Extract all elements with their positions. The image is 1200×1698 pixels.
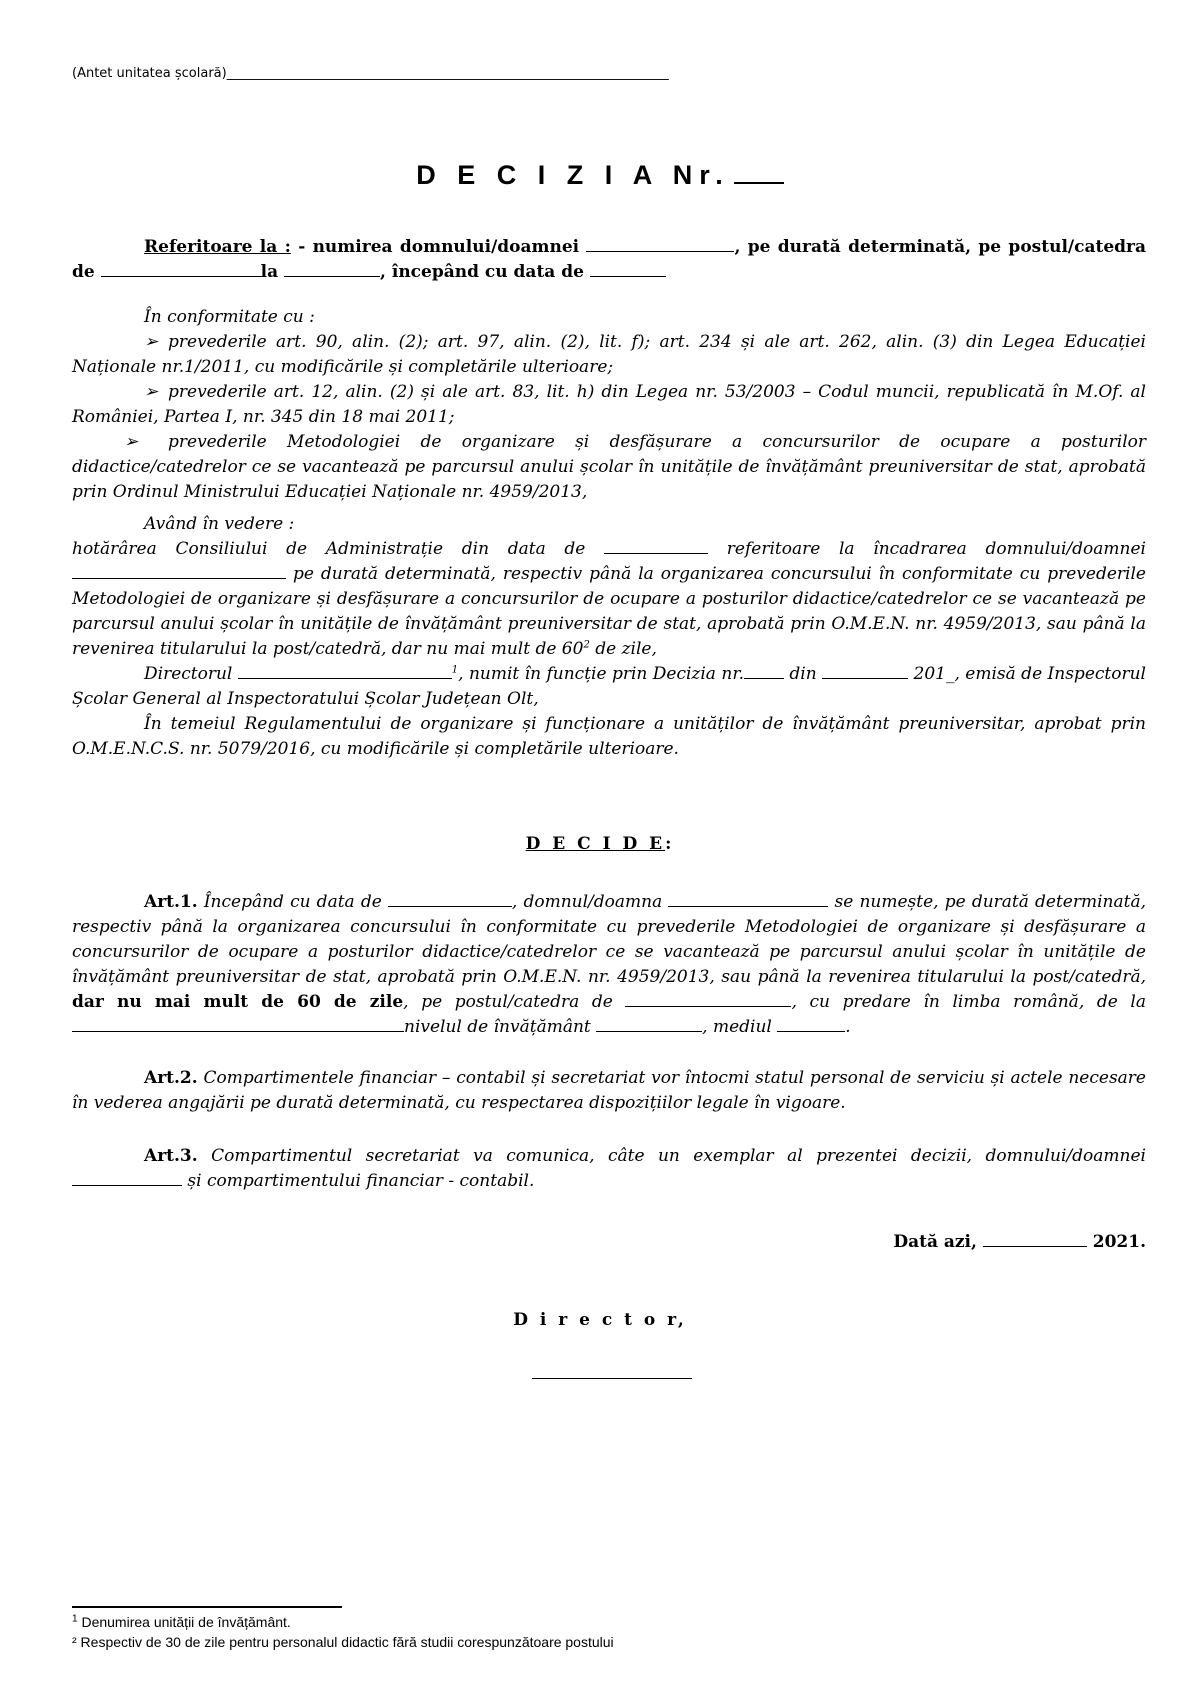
date-label: Dată azi,: [893, 1232, 977, 1252]
title-text: D E C I Z I A Nr.: [416, 160, 730, 190]
unitate-blank: [284, 261, 380, 277]
director-text-3: din: [783, 664, 823, 684]
referitoare-text-4: , începând cu data de: [380, 262, 590, 282]
conformitate-item-3: [72, 430, 1146, 505]
art3-paragraph: [72, 1144, 1146, 1194]
art1-label: Art.1.: [144, 892, 198, 912]
decizie-data-blank: [822, 663, 908, 679]
arrow-bullet-icon: ➢: [144, 332, 159, 352]
hotararea-paragraph: [72, 537, 1146, 662]
temeiul-text: În temeiul Regulamentului de organizare și funcționare a unităților de învățământ preuniversitar, aprobat prin O.M.E.N.C.S. nr. 5079/2016, cu modificările și completările ulterioare.: [72, 714, 1146, 759]
director-nume-blank: [238, 663, 452, 679]
data-blank: [590, 261, 666, 277]
art1-text-d: , pe postul/catedra de: [403, 992, 626, 1012]
conformitate-item-1: [72, 330, 1146, 380]
conformitate-item-text: prevederile Metodologiei de organizare și desfășurare a concursurilor de ocupare a posturilor didactice/catedrelor ce se vacantează pe parcursul anului școlar în unitățile de învățământ preuniversitar de stat, aprobată prin Ordinul Ministrului Educației Naționale nr. 4959/2013,: [72, 432, 1146, 502]
art3-text-a: Compartimentul secretariat va comunica, câte un exemplar al prezentei decizii, domnului/doamnei: [197, 1146, 1146, 1166]
decide-word: D E C I D E: [525, 834, 666, 854]
conformitate-item-text: prevederile art. 90, alin. (2); art. 97, alin. (2), lit. f); art. 234 și ale art. 262, alin. (3) din Legea Educației Naționale nr.1/2011, cu modificările și completările ulterioare;: [72, 332, 1146, 377]
footnote-ref-1: 1: [451, 664, 459, 676]
art1-text-c: se numește, pe durată determinată, respectiv până la organizarea concursului în conformitate cu prevederile Metodologiei de organizare și desfășurare a concursurilor de ocupare a posturilor didactice/catedrelor ce se vacantează pe parcursul anului școlar în unitățile de învățământ preuniversitar de stat, aprobată prin O.M.E.N. nr. 4959/2013, sau până la revenirea titularului la post/catedră,: [72, 892, 1146, 987]
art1-text-a: Începând cu data de: [197, 892, 388, 912]
art1-text-f: nivelul de învățământ: [404, 1017, 597, 1037]
hotararea-text-1: hotărârea Consiliului de Administrație din data de: [72, 539, 605, 559]
conformitate-label: [72, 305, 1146, 330]
hotararea-text-3: pe durată determinată, respectiv până la organizarea concursului în conformitate cu prevederile Metodologiei de organizare și desfășurare a concursurilor de ocupare a posturilor didactice/catedrelor ce se vacantează pe parcursul anului școlar în unitățile de învățământ preuniversitar de stat, aprobată prin O.M.E.N. nr. 4959/2013, sau până la revenirea titularului la post/catedră, dar nu mai mult de 60: [72, 564, 1146, 659]
signature-line: [532, 1378, 692, 1379]
director-text-1: Directorul: [144, 664, 238, 684]
art1-text-e: , cu predare în limba română, de la: [791, 992, 1146, 1012]
arrow-bullet-icon: ➢: [144, 382, 159, 402]
art1-text-g: , mediul: [702, 1017, 778, 1037]
date-line: [893, 1231, 1146, 1252]
footnote-1-mark: 1: [72, 1613, 78, 1625]
hotarare-nume-blank: [72, 563, 286, 579]
hotararea-text-2: referitoare la încadrarea domnului/doamnei: [708, 539, 1146, 559]
art3-label: Art.3.: [144, 1146, 198, 1166]
footnote-separator: [72, 1606, 342, 1608]
footnote-2-mark: ²: [72, 1634, 77, 1650]
art1-limit-bold: dar nu mai mult de 60 de zile: [72, 992, 404, 1012]
referitoare-paragraph: [72, 235, 1146, 285]
referitoare-text-2: , pe durată determinată, pe postul/catedra de: [72, 237, 1146, 282]
referitoare-text-1: - numirea domnului/doamnei: [290, 237, 587, 257]
antet-line: (Antet unitatea școlară)____________________________________________________________________: [72, 66, 669, 81]
date-year: 2021.: [1086, 1232, 1146, 1252]
avand-label-text: Având în vedere :: [144, 514, 295, 534]
art1-unitate-blank: [72, 1016, 404, 1032]
director-paragraph: [72, 662, 1146, 712]
director-heading: D i r e c t o r,: [513, 1310, 687, 1330]
decision-number-blank: [734, 158, 784, 184]
footnote-2-text: Respectiv de 30 de zile pentru personalul didactic fără studii corespunzătoare postului: [76, 1634, 614, 1650]
art3-text-b: și compartimentului financiar - contabil.: [182, 1171, 535, 1191]
avand-label: [72, 512, 1146, 537]
temeiul-paragraph: [72, 712, 1146, 762]
hotararea-text-4: de zile,: [589, 639, 657, 659]
art2-label: Art.2.: [144, 1068, 198, 1088]
art3-nume-blank: [72, 1170, 182, 1186]
decision-title: [0, 158, 1200, 191]
conformitate-label-text: În conformitate cu :: [144, 307, 315, 327]
director-text-4: 201_, emisă de Inspectorul Școlar General al Inspectoratului Școlar Județean Olt,: [72, 664, 1146, 709]
conformitate-item-text: prevederile art. 12, alin. (2) și ale art. 83, lit. h) din Legea nr. 53/2003 – Codul muncii, republicată în M.Of. al României, Partea I, nr. 345 din 18 mai 2011;: [72, 382, 1146, 427]
conformitate-item-2: [72, 380, 1146, 430]
post-blank: [101, 261, 261, 277]
decizie-nr-blank: [744, 663, 784, 679]
art1-data-blank: [388, 891, 512, 907]
decide-heading: [0, 834, 1200, 854]
footnote-ref-2: 2: [583, 639, 590, 651]
art1-text-h: .: [845, 1017, 851, 1037]
decide-colon: :: [665, 834, 675, 854]
art1-nivel-blank: [596, 1016, 702, 1032]
referitoare-text-3: la: [260, 262, 285, 282]
art1-paragraph: [72, 890, 1146, 1040]
art1-mediul-blank: [777, 1016, 845, 1032]
art1-post-blank: [625, 991, 791, 1007]
art1-nume-blank: [668, 891, 828, 907]
art2-paragraph: [72, 1066, 1146, 1116]
art2-text: Compartimentele financiar – contabil și secretariat vor întocmi statul personal de serviciu și actele necesare în vederea angajării pe durată determinată, cu respectarea dispozițiilor legale în vigoare.: [72, 1068, 1146, 1113]
arrow-bullet-icon: ➢: [124, 432, 139, 452]
referitoare-label: Referitoare la :: [144, 237, 291, 257]
footnote-1-text: Denumirea unității de învățământ.: [77, 1614, 291, 1630]
footnote-2: [72, 1634, 614, 1650]
hotarare-data-blank: [604, 538, 708, 554]
director-text-2: , numit în funcție prin Decizia nr.: [458, 664, 744, 684]
date-blank: [983, 1231, 1087, 1247]
nume-blank: [586, 236, 734, 252]
art1-text-b: , domnul/doamna: [511, 892, 669, 912]
footnote-1: [72, 1614, 291, 1630]
